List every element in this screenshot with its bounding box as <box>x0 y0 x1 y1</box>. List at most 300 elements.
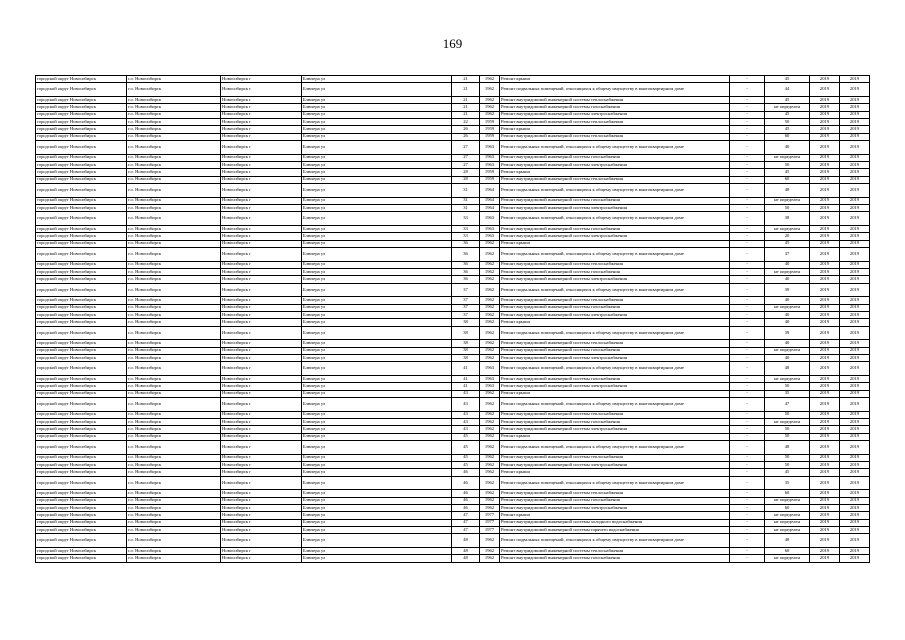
street-cell: Блюхера ул <box>302 240 452 247</box>
city-cell: Новосибирск г <box>221 497 302 504</box>
table-row <box>36 476 870 490</box>
settlement-cell: г.о. Новосибирск <box>127 226 221 233</box>
build-year-cell: 1963 <box>480 154 500 161</box>
settlement-cell: г.о. Новосибирск <box>127 233 221 240</box>
house-number-cell: 36 <box>452 247 480 261</box>
city-cell: Новосибирск г <box>221 512 302 519</box>
city-cell: Новосибирск г <box>221 133 302 140</box>
wear-percent-cell: 45 <box>765 76 810 83</box>
plan-year-cell: 2019 <box>810 490 840 497</box>
house-number-cell: 36 <box>452 276 480 283</box>
table-row <box>36 226 870 233</box>
work-type-cell: Ремонт внутридомовой инженерной системы газоснабжения <box>500 197 730 204</box>
dash-cell: - <box>730 376 765 383</box>
build-year-cell: 1962 <box>480 76 500 83</box>
table-row <box>36 197 870 204</box>
work-type-cell: Ремонт подвальных помещений, относящихся к общему имуществу в многоквартирном доме <box>500 283 730 297</box>
work-type-cell: Ремонт внутридомовой инженерной системы электроснабжения <box>500 111 730 118</box>
build-year-cell: 1962 <box>480 462 500 469</box>
dash-cell: - <box>730 462 765 469</box>
build-year-cell: 1962 <box>480 276 500 283</box>
settlement-cell: г.о. Новосибирск <box>127 76 221 83</box>
end-year-cell: 2019 <box>840 383 870 390</box>
settlement-cell: г.о. Новосибирск <box>127 133 221 140</box>
street-cell: Блюхера ул <box>302 261 452 268</box>
work-type-cell: Ремонт внутридомовой инженерной системы теплоснабжения <box>500 261 730 268</box>
work-type-cell: Ремонт внутридомовой инженерной системы электроснабжения <box>500 161 730 168</box>
work-type-cell: Ремонт внутридомовой инженерной системы электроснабжения <box>500 276 730 283</box>
municipality-cell: городской округ Новосибирск <box>36 97 127 104</box>
street-cell: Блюхера ул <box>302 83 452 97</box>
work-type-cell: Ремонт внутридомовой инженерной системы горячего водоснабжения <box>500 526 730 533</box>
build-year-cell: 1964 <box>480 197 500 204</box>
plan-year-cell: 2019 <box>810 411 840 418</box>
plan-year-cell: 2019 <box>810 261 840 268</box>
settlement-cell: г.о. Новосибирск <box>127 326 221 340</box>
build-year-cell: 1962 <box>480 390 500 397</box>
table-row <box>36 169 870 176</box>
table-row <box>36 154 870 161</box>
house-number-cell: 37 <box>452 312 480 319</box>
city-cell: Новосибирск г <box>221 505 302 512</box>
plan-year-cell: 2019 <box>810 440 840 454</box>
build-year-cell: 1962 <box>480 240 500 247</box>
settlement-cell: г.о. Новосибирск <box>127 419 221 426</box>
table-row <box>36 397 870 411</box>
house-number-cell: 38 <box>452 340 480 347</box>
plan-year-cell: 2019 <box>810 326 840 340</box>
city-cell: Новосибирск г <box>221 283 302 297</box>
end-year-cell: 2019 <box>840 490 870 497</box>
plan-year-cell: 2019 <box>810 426 840 433</box>
wear-percent-cell: 35 <box>765 476 810 490</box>
dash-cell: - <box>730 269 765 276</box>
street-cell: Блюхера ул <box>302 312 452 319</box>
table-row <box>36 548 870 555</box>
wear-percent-cell: 50 <box>765 454 810 461</box>
plan-year-cell: 2019 <box>810 319 840 326</box>
build-year-cell: 1962 <box>480 111 500 118</box>
table-row <box>36 118 870 125</box>
end-year-cell: 2019 <box>840 161 870 168</box>
settlement-cell: г.о. Новосибирск <box>127 555 221 562</box>
settlement-cell: г.о. Новосибирск <box>127 183 221 197</box>
house-number-cell: 47 <box>452 512 480 519</box>
house-number-cell: 28 <box>452 169 480 176</box>
build-year-cell: 1962 <box>480 433 500 440</box>
city-cell: Новосибирск г <box>221 383 302 390</box>
settlement-cell: г.о. Новосибирск <box>127 118 221 125</box>
plan-year-cell: 2019 <box>810 304 840 311</box>
house-number-cell: 48 <box>452 534 480 548</box>
settlement-cell: г.о. Новосибирск <box>127 83 221 97</box>
build-year-cell: 1962 <box>480 426 500 433</box>
wear-percent-cell: 40 <box>765 140 810 154</box>
street-cell: Блюхера ул <box>302 390 452 397</box>
plan-year-cell: 2019 <box>810 104 840 111</box>
end-year-cell: 2019 <box>840 376 870 383</box>
end-year-cell: 2019 <box>840 176 870 183</box>
city-cell: Новосибирск г <box>221 126 302 133</box>
settlement-cell: г.о. Новосибирск <box>127 240 221 247</box>
house-number-cell: 21 <box>452 83 480 97</box>
build-year-cell: 1963 <box>480 161 500 168</box>
settlement-cell: г.о. Новосибирск <box>127 204 221 211</box>
work-type-cell: Ремонт внутридомовой инженерной системы теплоснабжения <box>500 176 730 183</box>
work-type-cell: Ремонт внутридомовой инженерной системы газоснабжения <box>500 555 730 562</box>
end-year-cell: 2019 <box>840 233 870 240</box>
house-number-cell: 22 <box>452 118 480 125</box>
build-year-cell: 1962 <box>480 297 500 304</box>
settlement-cell: г.о. Новосибирск <box>127 376 221 383</box>
wear-percent-cell: 45 <box>765 469 810 476</box>
city-cell: Новосибирск г <box>221 261 302 268</box>
dash-cell: - <box>730 419 765 426</box>
wear-percent-cell: не определен <box>765 419 810 426</box>
wear-percent-cell: не определен <box>765 304 810 311</box>
house-number-cell: 43 <box>452 426 480 433</box>
plan-year-cell: 2019 <box>810 197 840 204</box>
end-year-cell: 2019 <box>840 319 870 326</box>
street-cell: Блюхера ул <box>302 519 452 526</box>
settlement-cell: г.о. Новосибирск <box>127 454 221 461</box>
dash-cell: - <box>730 326 765 340</box>
street-cell: Блюхера ул <box>302 397 452 411</box>
plan-year-cell: 2019 <box>810 133 840 140</box>
street-cell: Блюхера ул <box>302 490 452 497</box>
end-year-cell: 2019 <box>840 497 870 504</box>
city-cell: Новосибирск г <box>221 319 302 326</box>
build-year-cell: 1962 <box>480 497 500 504</box>
plan-year-cell: 2019 <box>810 161 840 168</box>
house-number-cell: 47 <box>452 519 480 526</box>
build-year-cell: 1963 <box>480 362 500 376</box>
dash-cell: - <box>730 126 765 133</box>
build-year-cell: 1962 <box>480 355 500 362</box>
street-cell: Блюхера ул <box>302 476 452 490</box>
table-row <box>36 526 870 533</box>
city-cell: Новосибирск г <box>221 340 302 347</box>
plan-year-cell: 2019 <box>810 140 840 154</box>
end-year-cell: 2019 <box>840 133 870 140</box>
city-cell: Новосибирск г <box>221 140 302 154</box>
build-year-cell: 1962 <box>480 104 500 111</box>
table-row <box>36 161 870 168</box>
end-year-cell: 2019 <box>840 126 870 133</box>
city-cell: Новосибирск г <box>221 555 302 562</box>
municipality-cell: городской округ Новосибирск <box>36 340 127 347</box>
settlement-cell: г.о. Новосибирск <box>127 154 221 161</box>
work-type-cell: Ремонт внутридомовой инженерной системы холодного водоснабжения <box>500 519 730 526</box>
work-type-cell: Ремонт подвальных помещений, относящихся к общему имуществу в многоквартирном доме <box>500 212 730 226</box>
municipality-cell: городской округ Новосибирск <box>36 519 127 526</box>
work-type-cell: Ремонт внутридомовой инженерной системы электроснабжения <box>500 426 730 433</box>
city-cell: Новосибирск г <box>221 276 302 283</box>
dash-cell: - <box>730 297 765 304</box>
city-cell: Новосибирск г <box>221 76 302 83</box>
dash-cell: - <box>730 476 765 490</box>
city-cell: Новосибирск г <box>221 390 302 397</box>
dash-cell: - <box>730 397 765 411</box>
work-type-cell: Ремонт внутридомовой инженерной системы теплоснабжения <box>500 454 730 461</box>
settlement-cell: г.о. Новосибирск <box>127 161 221 168</box>
municipality-cell: городской округ Новосибирск <box>36 397 127 411</box>
city-cell: Новосибирск г <box>221 355 302 362</box>
table-row <box>36 512 870 519</box>
house-number-cell: 38 <box>452 347 480 354</box>
end-year-cell: 2019 <box>840 526 870 533</box>
work-type-cell: Ремонт крыши <box>500 469 730 476</box>
end-year-cell: 2019 <box>840 212 870 226</box>
build-year-cell: 1962 <box>480 269 500 276</box>
settlement-cell: г.о. Новосибирск <box>127 411 221 418</box>
house-number-cell: 48 <box>452 555 480 562</box>
dash-cell: - <box>730 161 765 168</box>
municipality-cell: городской округ Новосибирск <box>36 183 127 197</box>
municipality-cell: городской округ Новосибирск <box>36 104 127 111</box>
dash-cell: - <box>730 111 765 118</box>
house-number-cell: 43 <box>452 397 480 411</box>
city-cell: Новосибирск г <box>221 419 302 426</box>
wear-percent-cell: не определен <box>765 197 810 204</box>
plan-year-cell: 2019 <box>810 269 840 276</box>
plan-year-cell: 2019 <box>810 126 840 133</box>
street-cell: Блюхера ул <box>302 362 452 376</box>
street-cell: Блюхера ул <box>302 526 452 533</box>
municipality-cell: городской округ Новосибирск <box>36 304 127 311</box>
street-cell: Блюхера ул <box>302 161 452 168</box>
house-number-cell: 33 <box>452 212 480 226</box>
municipality-cell: городской округ Новосибирск <box>36 126 127 133</box>
work-type-cell: Ремонт внутридомовой инженерной системы теплоснабжения <box>500 97 730 104</box>
city-cell: Новосибирск г <box>221 169 302 176</box>
table-row <box>36 104 870 111</box>
settlement-cell: г.о. Новосибирск <box>127 397 221 411</box>
house-number-cell: 48 <box>452 548 480 555</box>
plan-year-cell: 2019 <box>810 204 840 211</box>
house-number-cell: 46 <box>452 490 480 497</box>
end-year-cell: 2019 <box>840 519 870 526</box>
house-number-cell: 46 <box>452 476 480 490</box>
wear-percent-cell: 50 <box>765 426 810 433</box>
city-cell: Новосибирск г <box>221 183 302 197</box>
street-cell: Блюхера ул <box>302 548 452 555</box>
street-cell: Блюхера ул <box>302 297 452 304</box>
end-year-cell: 2019 <box>840 433 870 440</box>
plan-year-cell: 2019 <box>810 312 840 319</box>
plan-year-cell: 2019 <box>810 233 840 240</box>
street-cell: Блюхера ул <box>302 383 452 390</box>
work-type-cell: Ремонт крыши <box>500 433 730 440</box>
house-number-cell: 27 <box>452 140 480 154</box>
wear-percent-cell: не определен <box>765 269 810 276</box>
work-type-cell: Ремонт внутридомовой инженерной системы электроснабжения <box>500 233 730 240</box>
dash-cell: - <box>730 104 765 111</box>
table-row <box>36 347 870 354</box>
street-cell: Блюхера ул <box>302 497 452 504</box>
dash-cell: - <box>730 555 765 562</box>
street-cell: Блюхера ул <box>302 469 452 476</box>
street-cell: Блюхера ул <box>302 276 452 283</box>
table-row <box>36 555 870 562</box>
settlement-cell: г.о. Новосибирск <box>127 505 221 512</box>
work-type-cell: Ремонт крыши <box>500 169 730 176</box>
work-type-cell: Ремонт внутридомовой инженерной системы газоснабжения <box>500 419 730 426</box>
table-row <box>36 304 870 311</box>
dash-cell: - <box>730 97 765 104</box>
wear-percent-cell: не определен <box>765 347 810 354</box>
work-type-cell: Ремонт подвальных помещений, относящихся к общему имуществу в многоквартирном доме <box>500 476 730 490</box>
wear-percent-cell: 60 <box>765 490 810 497</box>
dash-cell: - <box>730 183 765 197</box>
table-row <box>36 312 870 319</box>
build-year-cell: 1962 <box>480 476 500 490</box>
settlement-cell: г.о. Новосибирск <box>127 383 221 390</box>
city-cell: Новосибирск г <box>221 411 302 418</box>
wear-percent-cell: 40 <box>765 355 810 362</box>
settlement-cell: г.о. Новосибирск <box>127 283 221 297</box>
street-cell: Блюхера ул <box>302 169 452 176</box>
work-type-cell: Ремонт подвальных помещений, относящихся к общему имуществу в многоквартирном доме <box>500 247 730 261</box>
street-cell: Блюхера ул <box>302 355 452 362</box>
street-cell: Блюхера ул <box>302 233 452 240</box>
street-cell: Блюхера ул <box>302 118 452 125</box>
table-row <box>36 462 870 469</box>
plan-year-cell: 2019 <box>810 97 840 104</box>
table-row <box>36 326 870 340</box>
build-year-cell: 1959 <box>480 118 500 125</box>
build-year-cell: 1962 <box>480 397 500 411</box>
work-type-cell: Ремонт подвальных помещений, относящихся к общему имуществу в многоквартирном доме <box>500 183 730 197</box>
build-year-cell: 1962 <box>480 83 500 97</box>
city-cell: Новосибирск г <box>221 197 302 204</box>
street-cell: Блюхера ул <box>302 426 452 433</box>
house-number-cell: 21 <box>452 111 480 118</box>
house-number-cell: 21 <box>452 76 480 83</box>
municipality-cell: городской округ Новосибирск <box>36 226 127 233</box>
work-type-cell: Ремонт крыши <box>500 319 730 326</box>
city-cell: Новосибирск г <box>221 526 302 533</box>
build-year-cell: 1963 <box>480 140 500 154</box>
wear-percent-cell: 60 <box>765 133 810 140</box>
house-number-cell: 45 <box>452 440 480 454</box>
end-year-cell: 2019 <box>840 83 870 97</box>
build-year-cell: 1962 <box>480 490 500 497</box>
plan-year-cell: 2019 <box>810 534 840 548</box>
build-year-cell: 1962 <box>480 304 500 311</box>
municipality-cell: городской округ Новосибирск <box>36 411 127 418</box>
municipality-cell: городской округ Новосибирск <box>36 347 127 354</box>
municipality-cell: городской округ Новосибирск <box>36 212 127 226</box>
municipality-cell: городской округ Новосибирск <box>36 76 127 83</box>
build-year-cell: 1963 <box>480 212 500 226</box>
house-number-cell: 38 <box>452 319 480 326</box>
house-number-cell: 47 <box>452 526 480 533</box>
wear-percent-cell: 40 <box>765 276 810 283</box>
table-row <box>36 212 870 226</box>
house-number-cell: 43 <box>452 390 480 397</box>
wear-percent-cell: не определен <box>765 154 810 161</box>
plan-year-cell: 2019 <box>810 512 840 519</box>
house-number-cell: 31 <box>452 204 480 211</box>
work-type-cell: Ремонт крыши <box>500 126 730 133</box>
dash-cell: - <box>730 212 765 226</box>
city-cell: Новосибирск г <box>221 469 302 476</box>
dash-cell: - <box>730 226 765 233</box>
dash-cell: - <box>730 355 765 362</box>
street-cell: Блюхера ул <box>302 183 452 197</box>
end-year-cell: 2019 <box>840 226 870 233</box>
municipality-cell: городской округ Новосибирск <box>36 247 127 261</box>
municipality-cell: городской округ Новосибирск <box>36 261 127 268</box>
house-number-cell: 26 <box>452 133 480 140</box>
plan-year-cell: 2019 <box>810 497 840 504</box>
plan-year-cell: 2019 <box>810 362 840 376</box>
street-cell: Блюхера ул <box>302 212 452 226</box>
build-year-cell: 1962 <box>480 326 500 340</box>
settlement-cell: г.о. Новосибирск <box>127 426 221 433</box>
end-year-cell: 2019 <box>840 111 870 118</box>
municipality-cell: городской округ Новосибирск <box>36 355 127 362</box>
work-type-cell: Ремонт внутридомовой инженерной системы электроснабжения <box>500 312 730 319</box>
dash-cell: - <box>730 340 765 347</box>
end-year-cell: 2019 <box>840 197 870 204</box>
work-type-cell: Ремонт подвальных помещений, относящихся к общему имуществу в многоквартирном доме <box>500 140 730 154</box>
wear-percent-cell: 50 <box>765 161 810 168</box>
table-row <box>36 183 870 197</box>
settlement-cell: г.о. Новосибирск <box>127 319 221 326</box>
end-year-cell: 2019 <box>840 247 870 261</box>
build-year-cell: 1963 <box>480 233 500 240</box>
municipality-cell: городской округ Новосибирск <box>36 376 127 383</box>
plan-year-cell: 2019 <box>810 355 840 362</box>
municipality-cell: городской округ Новосибирск <box>36 297 127 304</box>
wear-percent-cell: не определен <box>765 376 810 383</box>
house-number-cell: 36 <box>452 269 480 276</box>
settlement-cell: г.о. Новосибирск <box>127 462 221 469</box>
table-row <box>36 534 870 548</box>
plan-year-cell: 2019 <box>810 212 840 226</box>
wear-percent-cell: 38 <box>765 212 810 226</box>
build-year-cell: 1962 <box>480 454 500 461</box>
settlement-cell: г.о. Новосибирск <box>127 111 221 118</box>
build-year-cell: 1962 <box>480 411 500 418</box>
wear-percent-cell: 40 <box>765 340 810 347</box>
settlement-cell: г.о. Новосибирск <box>127 390 221 397</box>
street-cell: Блюхера ул <box>302 126 452 133</box>
city-cell: Новосибирск г <box>221 490 302 497</box>
house-number-cell: 45 <box>452 454 480 461</box>
dash-cell: - <box>730 362 765 376</box>
municipality-cell: городской округ Новосибирск <box>36 534 127 548</box>
house-number-cell: 27 <box>452 154 480 161</box>
build-year-cell: 1962 <box>480 548 500 555</box>
house-number-cell: 31 <box>452 197 480 204</box>
build-year-cell: 1963 <box>480 383 500 390</box>
dash-cell: - <box>730 233 765 240</box>
city-cell: Новосибирск г <box>221 226 302 233</box>
municipality-cell: городской округ Новосибирск <box>36 462 127 469</box>
municipality-cell: городской округ Новосибирск <box>36 233 127 240</box>
city-cell: Новосибирск г <box>221 548 302 555</box>
work-type-cell: Ремонт крыши <box>500 390 730 397</box>
work-type-cell: Ремонт внутридомовой инженерной системы электроснабжения <box>500 462 730 469</box>
end-year-cell: 2019 <box>840 154 870 161</box>
dash-cell: - <box>730 133 765 140</box>
end-year-cell: 2019 <box>840 505 870 512</box>
table-row <box>36 355 870 362</box>
table-row <box>36 133 870 140</box>
